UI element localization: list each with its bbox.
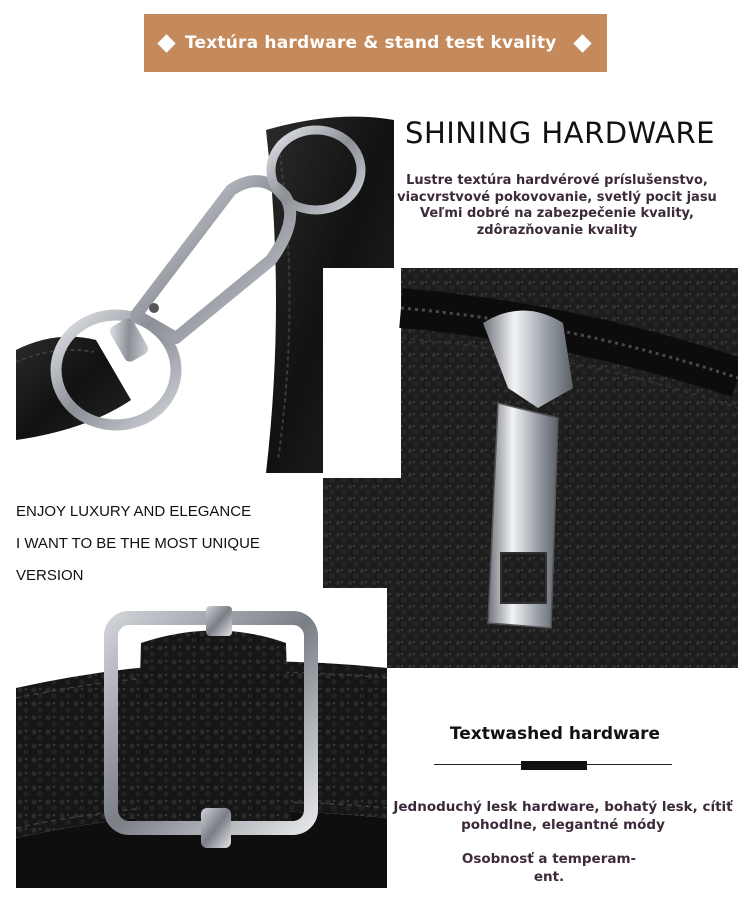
divider-accent — [521, 761, 587, 770]
diamond-icon-right — [573, 34, 591, 52]
shining-hardware-description — [394, 173, 720, 239]
personality-note — [430, 850, 668, 886]
textwashed-hardware-heading: Textwashed hardware — [449, 724, 661, 744]
slogan-line: I WANT TO BE THE MOST UNIQUE VERSION — [16, 535, 260, 584]
description-line: zdôrazňovanie kvality — [476, 222, 638, 238]
top-banner — [144, 14, 607, 72]
banner-title: Textúra hardware & stand test kvality — [185, 33, 557, 53]
strap-buckle-photo — [16, 588, 387, 888]
note-line: ent. — [533, 869, 565, 885]
description-line: pohodlne, elegantné módy — [461, 817, 665, 833]
description-line: Veľmi dobré na zabezpečenie kvality, — [420, 206, 694, 221]
note-line: Osobnosť a temperam- — [461, 851, 637, 867]
shining-hardware-heading: SHINING HARDWARE — [405, 116, 715, 150]
description-line: Lustre textúra hardvérové príslušenstvo, — [406, 173, 708, 188]
description-line: Jednoduchý lesk hardware, bohatý lesk, cítiť — [393, 799, 733, 815]
textwashed-hardware-description — [392, 798, 734, 834]
slogan-line: ENJOY LUXURY AND ELEGANCE — [16, 503, 252, 520]
description-line: viacvrstvové pokovovanie, svetlý pocit jasu — [397, 189, 717, 205]
diamond-icon-left — [157, 34, 175, 52]
